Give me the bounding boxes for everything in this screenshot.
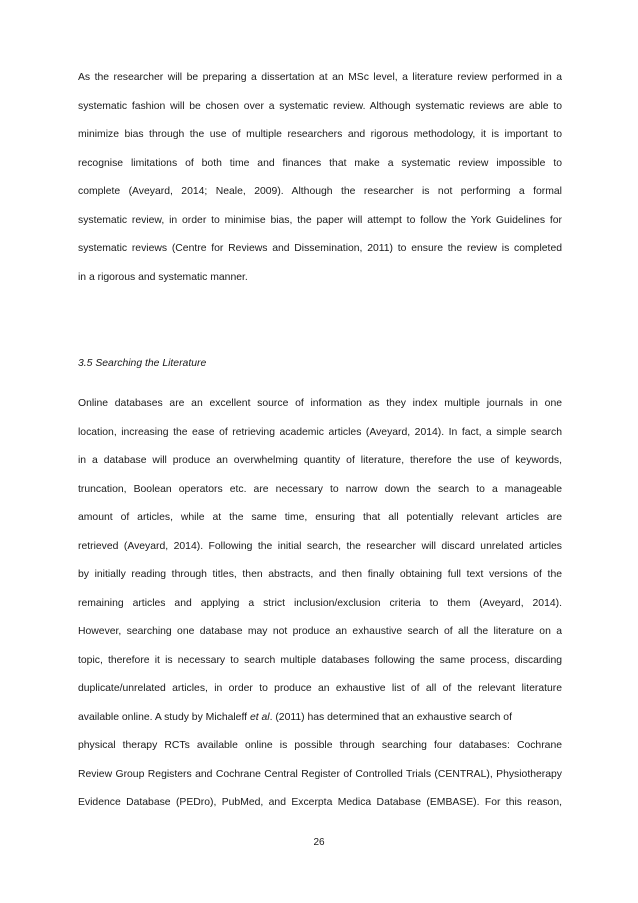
paragraph-line: retrieved (Aveyard, 2014). Following the initial search, the researcher will discard unrelated articles (78, 540, 562, 552)
italic-et-al: et al (249, 711, 270, 723)
paragraph-line: location, increasing the ease of retrieving academic articles (Aveyard, 2014). In fact, a simple search (78, 426, 562, 438)
line-start: available online. A study by Michaleff (78, 711, 250, 723)
paragraph-line: Online databases are an excellent source of information as they index multiple journals in one (78, 398, 562, 409)
paragraph-line: systematic fashion will be chosen over a systematic review. Although systematic reviews are able to (78, 100, 562, 112)
paragraph-line: complete (Aveyard, 2014; Neale, 2009). Although the researcher is not performing a formal (78, 186, 562, 197)
paragraph-searching (78, 390, 562, 818)
paragraph-line: systematic reviews (Centre for Reviews and Dissemination, 2011) to ensure the review is completed (78, 243, 562, 254)
paragraph-line: physical therapy RCTs available online is possible through searching four databases: Cochrane (78, 740, 562, 751)
page-number: 26 (313, 837, 325, 848)
paragraph-line: by initially reading through titles, then abstracts, and then finally obtaining full text versions of the (78, 569, 562, 580)
line-end: . (2011) has determined that an exhaustive search of (269, 711, 512, 723)
paragraph-line: Review Group Registers and Cochrane Central Register of Controlled Trials (CENTRAL), Physiotherapy (78, 768, 562, 780)
paragraph-line: systematic review, in order to minimise bias, the paper will attempt to follow the York Guidelines for (78, 214, 562, 226)
paragraph-line: remaining articles and applying a strict inclusion/exclusion criteria to them (Aveyard, 2014). (78, 597, 562, 609)
paragraph-line: minimize bias through the use of multiple researchers and rigorous methodology, it is important to (78, 129, 562, 140)
paragraph-line: topic, therefore it is necessary to search multiple databases following the same process, discarding (78, 654, 562, 666)
paragraph-line: in a database will produce an overwhelming quantity of literature, therefore the use of keywords, (78, 455, 562, 466)
paragraph-line: duplicate/unrelated articles, in order to produce an exhaustive list of all of the relevant literature (78, 683, 562, 694)
paragraph-line: Evidence Database (PEDro), PubMed, and Excerpta Medica Database (EMBASE). For this reason, (78, 797, 562, 808)
paragraph-line: recognise limitations of both time and finances that make a systematic review impossible to (78, 157, 562, 169)
paragraph-line: amount of articles, while at the same time, ensuring that all potentially relevant articles are (78, 512, 562, 523)
section-heading: 3.5 Searching the Literature (78, 358, 207, 369)
paragraph-intro (78, 64, 562, 292)
paragraph-line: However, searching one database may not produce an exhaustive search of all the literature on a (78, 626, 562, 637)
paragraph-line: As the researcher will be preparing a dissertation at an MSc level, a literature review performed in a (78, 72, 562, 83)
paragraph-line (78, 704, 562, 733)
paragraph-line: truncation, Boolean operators etc. are necessary to narrow down the search to a manageable (78, 483, 562, 495)
paragraph-line: in a rigorous and systematic manner. (78, 271, 248, 283)
